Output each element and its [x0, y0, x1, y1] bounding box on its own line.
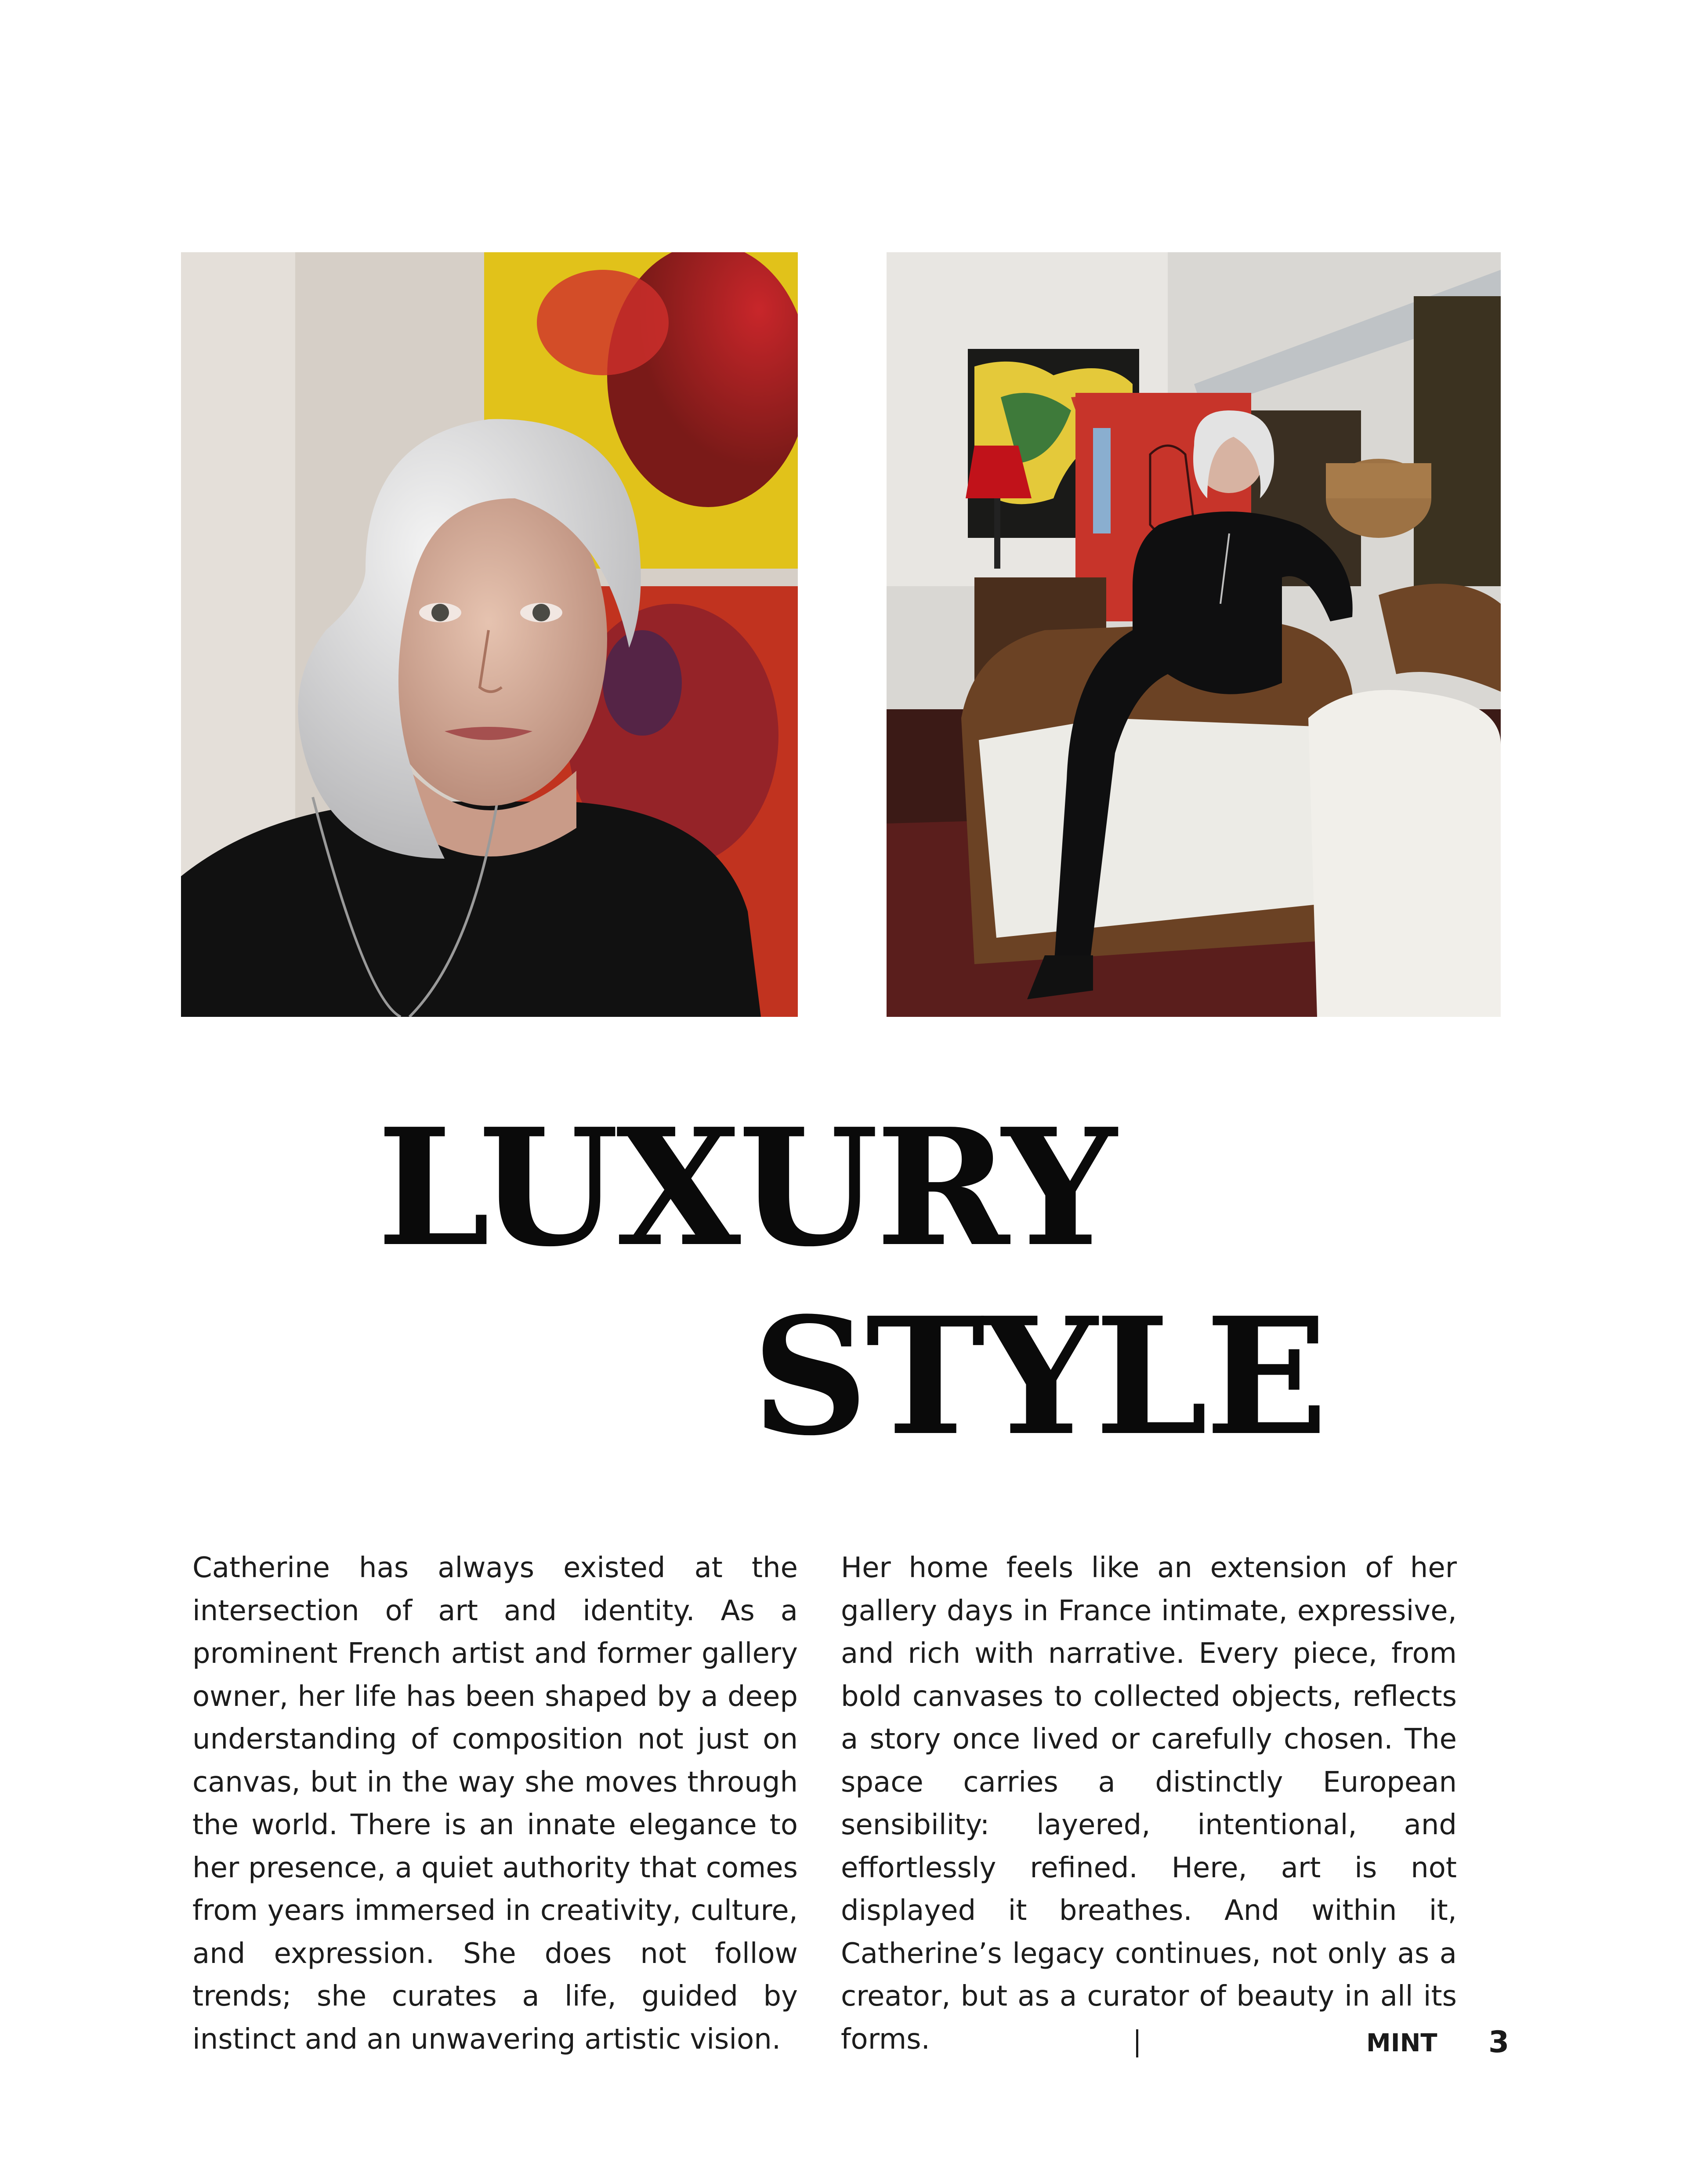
interior-portrait-photo — [887, 252, 1501, 1017]
article-column-left: Catherine has always existed at the intersection of art and identity. As a prominent French artist and former gallery owner, her life has been shaped by a deep understanding of composition not just on canvas, but in the way she moves through the world. There is an innate elegance to her presence, a quiet authority that comes from years immersed in creativity, culture, and expression. She does not follow trends; she curates a life, guided by instinct and an unwavering artistic vision. — [192, 1552, 798, 2056]
interior-portrait-photo-icon — [887, 252, 1501, 1017]
headline-line-1: LUXURY — [377, 1093, 1114, 1282]
article-column-right: Her home feels like an extension of her gallery days in France intimate, expressive, and rich with narrative. Every piece, from bold canvases to collected objects, reflects a story once lived or carefully chosen. The space carries a distinctly European sensibility: layered, intentional, and effortlessly refined. Here, art is not displayed it breathes. And within it, Catherine’s legacy continues, not only as a creator, but as a curator of beauty in all its forms. — [841, 1552, 1457, 2056]
portrait-photo-icon — [181, 252, 798, 1017]
headline-line-2: STYLE — [752, 1282, 1325, 1471]
footer-divider — [1136, 2029, 1138, 2057]
page-number: 3 — [1488, 2025, 1510, 2060]
footer-brand: MINT — [1366, 2029, 1437, 2057]
portrait-photo — [181, 252, 798, 1017]
